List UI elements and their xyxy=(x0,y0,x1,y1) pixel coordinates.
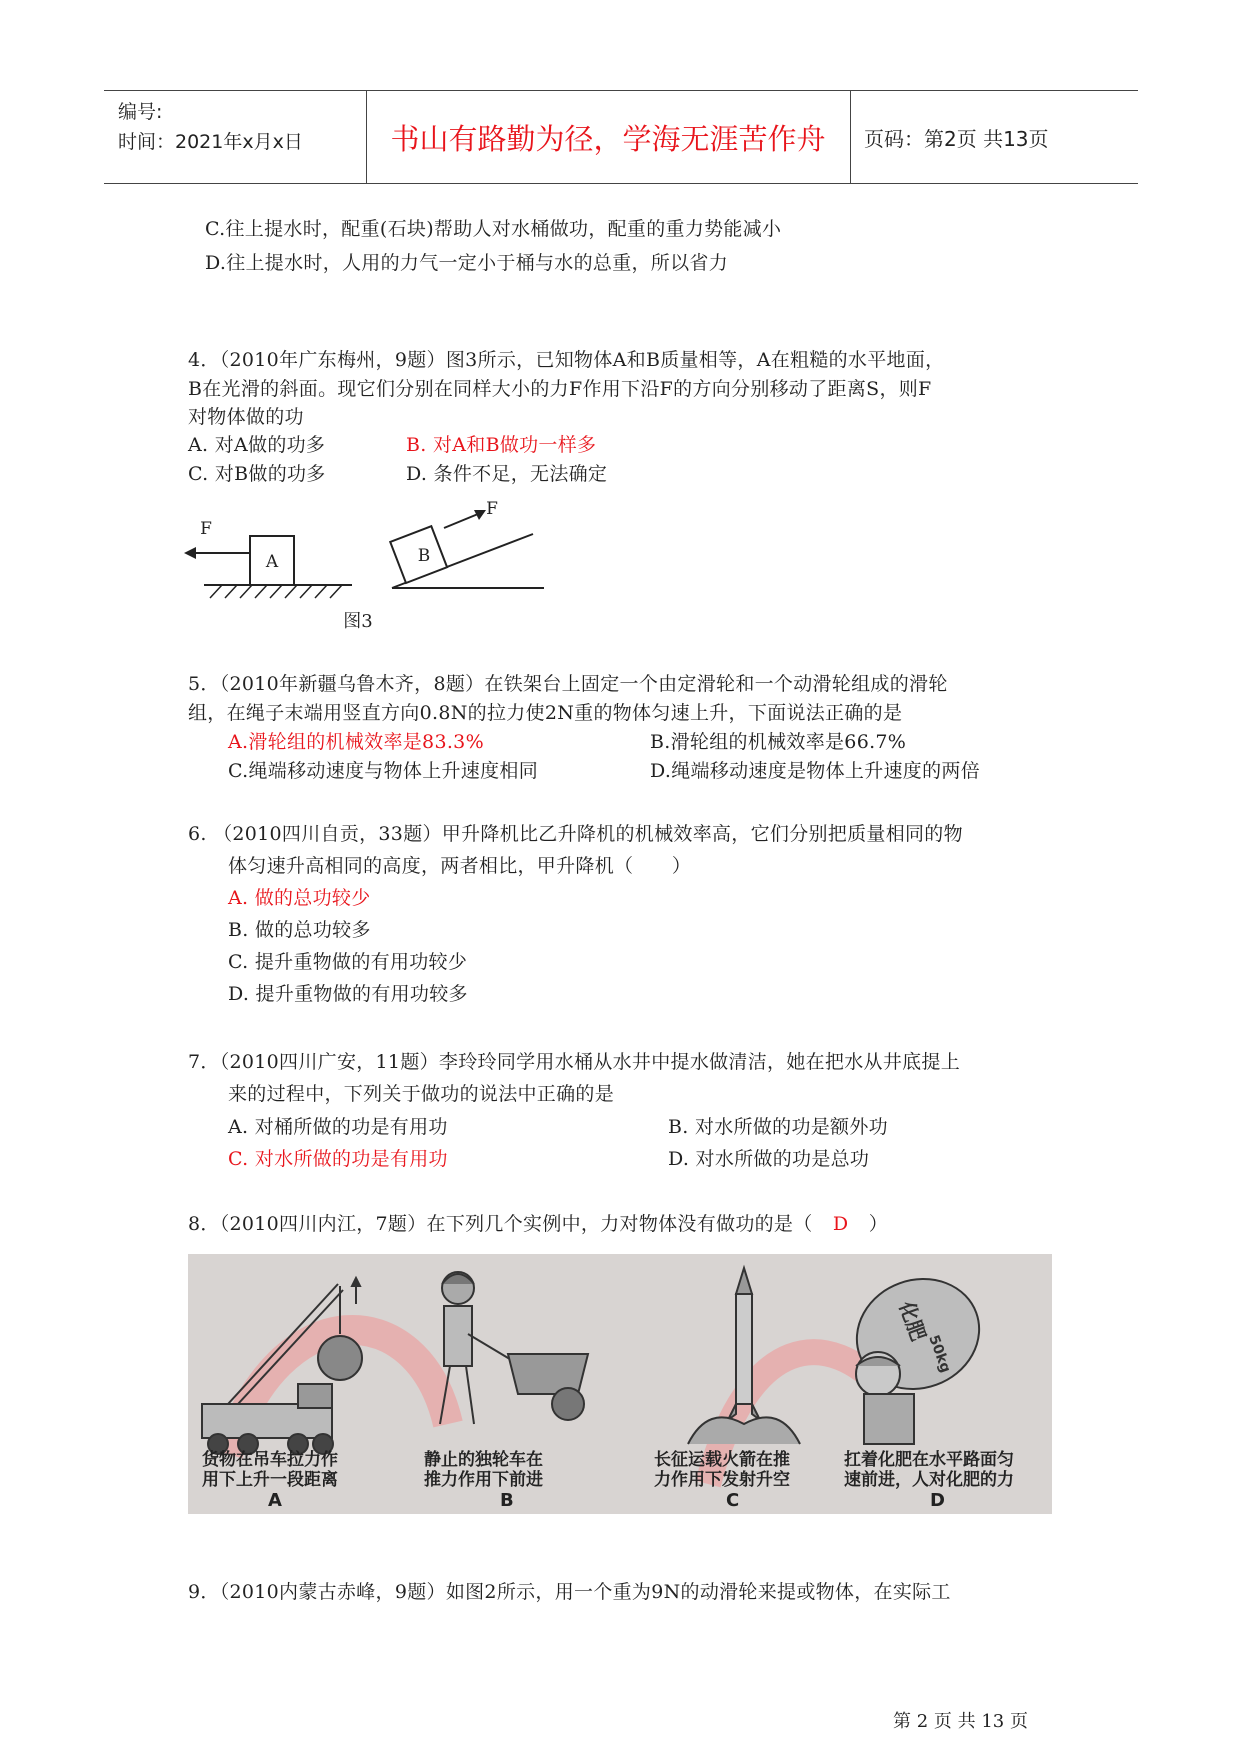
panel-a-letter: A xyxy=(268,1490,282,1511)
q7-option-d: D. 对水所做的功是总功 xyxy=(668,1148,870,1170)
q6-option-b: B. 做的总功较多 xyxy=(228,919,371,941)
q4-option-b-answer: B. 对A和B做功一样多 xyxy=(406,434,597,456)
panel-c-caption xyxy=(654,1450,790,1490)
bag-weight: 50kg xyxy=(925,1333,954,1375)
q7-option-c-answer: C. 对水所做的功是有用功 xyxy=(228,1148,448,1170)
q4-option-a: A. 对A做的功多 xyxy=(188,434,326,456)
number-label: 编号: xyxy=(118,101,163,123)
q7-stem-line1: 7．（2010四川广安，11题）李玲玲同学用水桶从水井中提水做清洁，她在把水从井底提上 xyxy=(188,1051,961,1073)
force-arrow-b xyxy=(444,514,478,528)
panel-b-caption-line2: 推力作用下前进 xyxy=(424,1470,543,1490)
panel-b-letter: B xyxy=(500,1490,514,1511)
ground-hatching xyxy=(210,585,342,598)
q6-option-d: D. 提升重物做的有用功较多 xyxy=(228,983,468,1005)
panel-c-caption-line2: 力作用下发射升空 xyxy=(654,1470,790,1490)
force-a-label: F xyxy=(200,519,212,539)
q8-stem xyxy=(188,1209,888,1236)
block-b-label: B xyxy=(417,546,431,566)
q5-option-a-answer: A.滑轮组的机械效率是83.3% xyxy=(228,731,484,753)
q8-illustration xyxy=(188,1254,1052,1514)
q8-stem-text: 8．（2010四川内江，7题）在下列几个实例中，力对物体没有做功的是（ xyxy=(188,1213,813,1235)
q3-option-c: C.往上提水时，配重(石块)帮助人对水桶做功，配重的重力势能减小 xyxy=(205,218,782,240)
bag-text: 化肥 xyxy=(894,1298,931,1344)
q8-stem-close: ） xyxy=(868,1213,889,1235)
motto-cell xyxy=(366,91,851,183)
figure-3-caption: 图3 xyxy=(343,611,373,632)
motto: 书山有路勤为径，学海无涯苦作舟 xyxy=(390,121,826,156)
q6-option-a-answer: A. 做的总功较少 xyxy=(228,887,371,909)
q9-stem-line1: 9．（2010内蒙古赤峰，9题）如图2所示，用一个重为9N的动滑轮来提或物体，在实际工 xyxy=(188,1581,951,1603)
q4-stem-line1: 4．（2010年广东梅州，9题）图3所示，已知物体A和B质量相等，A在粗糙的水平地面， xyxy=(188,349,945,371)
q7-option-b: B. 对水所做的功是额外功 xyxy=(668,1116,888,1138)
panel-d-caption xyxy=(844,1450,1014,1490)
q5-option-c: C.绳端移动速度与物体上升速度相同 xyxy=(228,760,539,782)
panel-d-caption-line1: 扛着化肥在水平路面匀 xyxy=(844,1450,1014,1470)
q6-stem-line1: 6. （2010四川自贡，33题）甲升降机比乙升降机的机械效率高，它们分别把质量相同的物 xyxy=(188,823,963,845)
q5-option-b: B.滑轮组的机械效率是66.7% xyxy=(650,731,907,753)
panel-a-caption xyxy=(202,1450,338,1490)
time-label: 时间：2021年x月x日 xyxy=(118,131,303,153)
page-footer: 第 2 页 共 13 页 xyxy=(893,1711,1028,1732)
page-label: 页码：第2页 共13页 xyxy=(864,126,1049,151)
q3-option-d: D.往上提水时，人用的力气一定小于桶与水的总重，所以省力 xyxy=(205,252,728,274)
force-b-label: F xyxy=(486,499,498,519)
fertilizer-bag-drawing xyxy=(841,1262,994,1444)
q5-option-d: D.绳端移动速度是物体上升速度的两倍 xyxy=(650,760,980,782)
panel-d-caption-line2: 速前进，人对化肥的力 xyxy=(844,1470,1014,1490)
q7-option-a: A. 对桶所做的功是有用功 xyxy=(228,1116,448,1138)
q6-stem-line2: 体匀速升高相同的高度，两者相比，甲升降机（ ） xyxy=(228,855,692,877)
panel-b-caption-line1: 静止的独轮车在 xyxy=(424,1450,543,1470)
panel-a-caption-line1: 货物在吊车拉力作 xyxy=(202,1450,338,1470)
q4-stem-line2: B在光滑的斜面。现它们分别在同样大小的力F作用下沿F的方向分别移动了距离S，则F xyxy=(188,378,932,400)
q5-stem-line2: 组，在绳子末端用竖直方向0.8N的拉力使2N重的物体匀速上升，下面说法正确的是 xyxy=(188,702,903,724)
q5-stem-line1: 5．（2010年新疆乌鲁木齐，8题）在铁架台上固定一个由定滑轮和一个动滑轮组成的滑轮 xyxy=(188,673,948,695)
q8-answer: D xyxy=(832,1213,849,1235)
block-a-label: A xyxy=(265,552,279,572)
header-info-cell xyxy=(104,91,367,183)
page-info-cell xyxy=(864,91,1049,183)
figure-3 xyxy=(170,494,550,634)
q4-stem-line3: 对物体做的功 xyxy=(188,406,304,428)
panel-c-caption-line1: 长征运载火箭在推 xyxy=(654,1450,790,1470)
q6-option-c: C. 提升重物做的有用功较少 xyxy=(228,951,468,973)
document-header xyxy=(104,90,1138,184)
panel-d-letter: D xyxy=(930,1490,945,1511)
panel-a-caption-line2: 用下上升一段距离 xyxy=(202,1470,338,1490)
q7-stem-line2: 来的过程中，下列关于做功的说法中正确的是 xyxy=(228,1083,615,1105)
panel-c-letter: C xyxy=(726,1490,740,1511)
panel-b-caption xyxy=(424,1450,543,1490)
wheelbarrow-drawing xyxy=(440,1272,588,1424)
q4-option-d: D. 条件不足，无法确定 xyxy=(406,463,608,485)
q4-option-c: C. 对B做的功多 xyxy=(188,463,326,485)
